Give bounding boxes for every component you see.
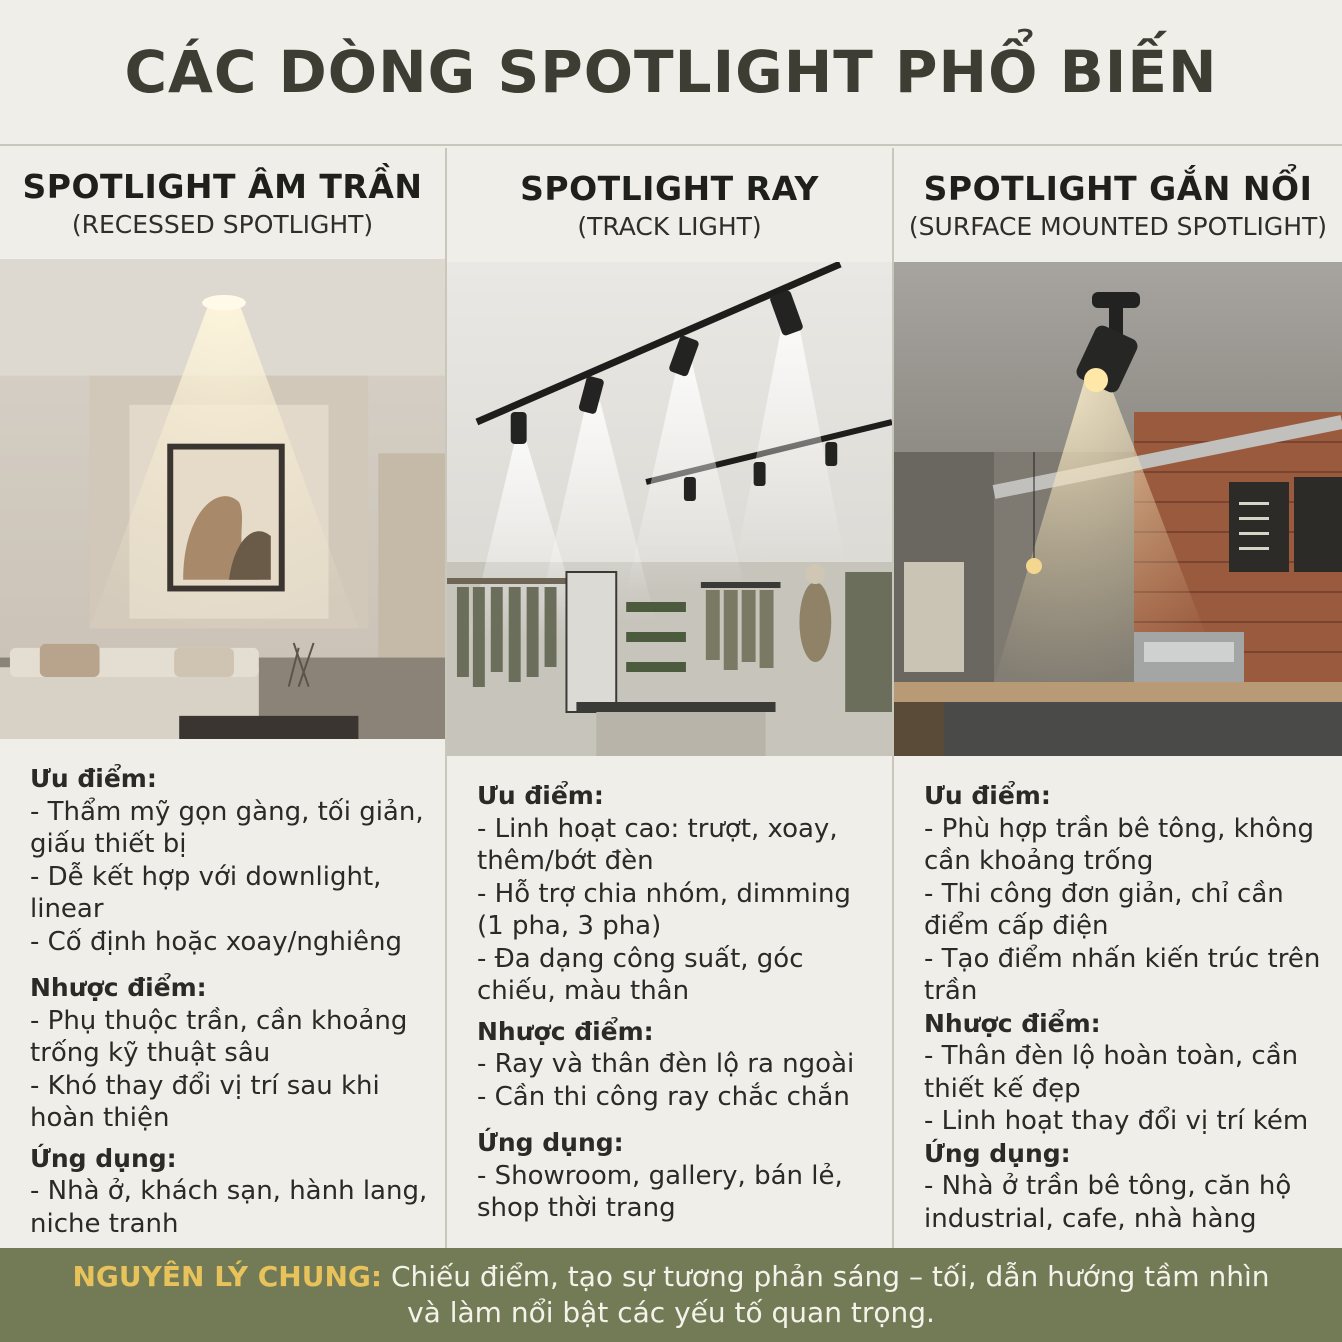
apps-section bbox=[30, 1143, 431, 1241]
footer-label: NGUYÊN LÝ CHUNG: bbox=[72, 1260, 383, 1293]
cons-item: - Khó thay đổi vị trí sau khi hoàn thiện bbox=[30, 1070, 380, 1133]
pros-item: - Linh hoạt cao: trượt, xoay, thêm/bớt đèn bbox=[477, 813, 838, 876]
page-title: CÁC DÒNG SPOTLIGHT PHỔ BIẾN bbox=[0, 0, 1342, 146]
spotlight-columns bbox=[0, 148, 1342, 1248]
cons-item: - Phụ thuộc trần, cần khoảng trống kỹ thuật sâu bbox=[30, 1005, 408, 1068]
cons-section bbox=[30, 972, 431, 1135]
cons-label: Nhược điểm: bbox=[924, 1008, 1101, 1038]
column-recessed bbox=[0, 148, 447, 1248]
cons-item: - Ray và thân đèn lộ ra ngoài bbox=[477, 1049, 855, 1079]
cons-section bbox=[924, 1008, 1328, 1138]
column-subtitle: (TRACK LIGHT) bbox=[577, 212, 762, 241]
column-title: SPOTLIGHT ÂM TRẦN bbox=[22, 167, 423, 207]
pros-item: - Tạo điểm nhấn kiến trúc trên trần bbox=[924, 943, 1321, 1006]
apps-item: - Nhà ở trần bê tông, căn hộ industrial, cafe, nhà hàng bbox=[924, 1171, 1292, 1234]
footer-body: Chiếu điểm, tạo sự tương phản sáng – tối, dẫn hướng tầm nhìn và làm nổi bật các yếu tố quan trọng. bbox=[382, 1260, 1270, 1329]
pros-item: - Thi công đơn giản, chỉ cần điểm cấp điện bbox=[924, 878, 1284, 941]
pros-section bbox=[924, 780, 1328, 1008]
pros-item: - Cố định hoặc xoay/nghiêng bbox=[30, 926, 403, 957]
cons-item: - Linh hoạt thay đổi vị trí kém bbox=[924, 1106, 1309, 1136]
pros-label: Ưu điểm: bbox=[477, 781, 604, 810]
pros-label: Ưu điểm: bbox=[924, 781, 1051, 810]
pros-label: Ưu điểm: bbox=[30, 764, 157, 793]
pros-section bbox=[477, 780, 878, 1008]
column-header bbox=[0, 148, 445, 259]
pros-item: - Thẩm mỹ gọn gàng, tối giản, giấu thiết bị bbox=[30, 796, 424, 859]
apps-item: - Showroom, gallery, bán lẻ, shop thời trang bbox=[477, 1160, 843, 1223]
column-title: SPOTLIGHT GẮN NỔI bbox=[923, 169, 1313, 208]
column-header bbox=[447, 148, 892, 262]
apps-section bbox=[924, 1138, 1328, 1236]
column-track bbox=[447, 148, 894, 1248]
column-surface bbox=[894, 148, 1342, 1248]
pros-item: - Dễ kết hợp với downlight, linear bbox=[30, 861, 382, 924]
apps-section bbox=[477, 1127, 878, 1225]
pros-item: - Phù hợp trần bê tông, không cần khoảng trống bbox=[924, 813, 1315, 876]
apps-label: Ứng dụng: bbox=[924, 1138, 1071, 1168]
cons-label: Nhược điểm: bbox=[477, 1016, 654, 1046]
apps-item: - Nhà ở, khách sạn, hành lang, niche tranh bbox=[30, 1176, 428, 1239]
cons-section bbox=[477, 1016, 878, 1114]
column-subtitle: (SURFACE MOUNTED SPOTLIGHT) bbox=[908, 212, 1328, 241]
column-details bbox=[447, 756, 892, 1233]
column-details bbox=[0, 739, 445, 1248]
pros-section bbox=[30, 763, 431, 958]
column-title: SPOTLIGHT RAY bbox=[520, 169, 819, 208]
summary-footer bbox=[0, 1248, 1342, 1342]
pros-item: - Đa dạng công suất, góc chiếu, màu thân bbox=[477, 943, 804, 1006]
pros-item: - Hỗ trợ chia nhóm, dimming (1 pha, 3 pha) bbox=[477, 878, 851, 941]
track-light-photo bbox=[447, 262, 892, 756]
column-subtitle: (RECESSED SPOTLIGHT) bbox=[71, 210, 374, 240]
cons-label: Nhược điểm: bbox=[30, 973, 207, 1002]
apps-label: Ứng dụng: bbox=[30, 1143, 177, 1173]
column-details bbox=[894, 756, 1342, 1243]
cons-item: - Cần thi công ray chắc chắn bbox=[477, 1081, 850, 1112]
recessed-spotlight-photo bbox=[0, 259, 445, 739]
cons-item: - Thân đèn lộ hoàn toàn, cần thiết kế đẹp bbox=[924, 1041, 1299, 1104]
surface-mounted-spotlight-photo bbox=[894, 262, 1342, 756]
footer-text bbox=[60, 1259, 1282, 1331]
apps-label: Ứng dụng: bbox=[477, 1128, 624, 1157]
column-header bbox=[894, 148, 1342, 262]
